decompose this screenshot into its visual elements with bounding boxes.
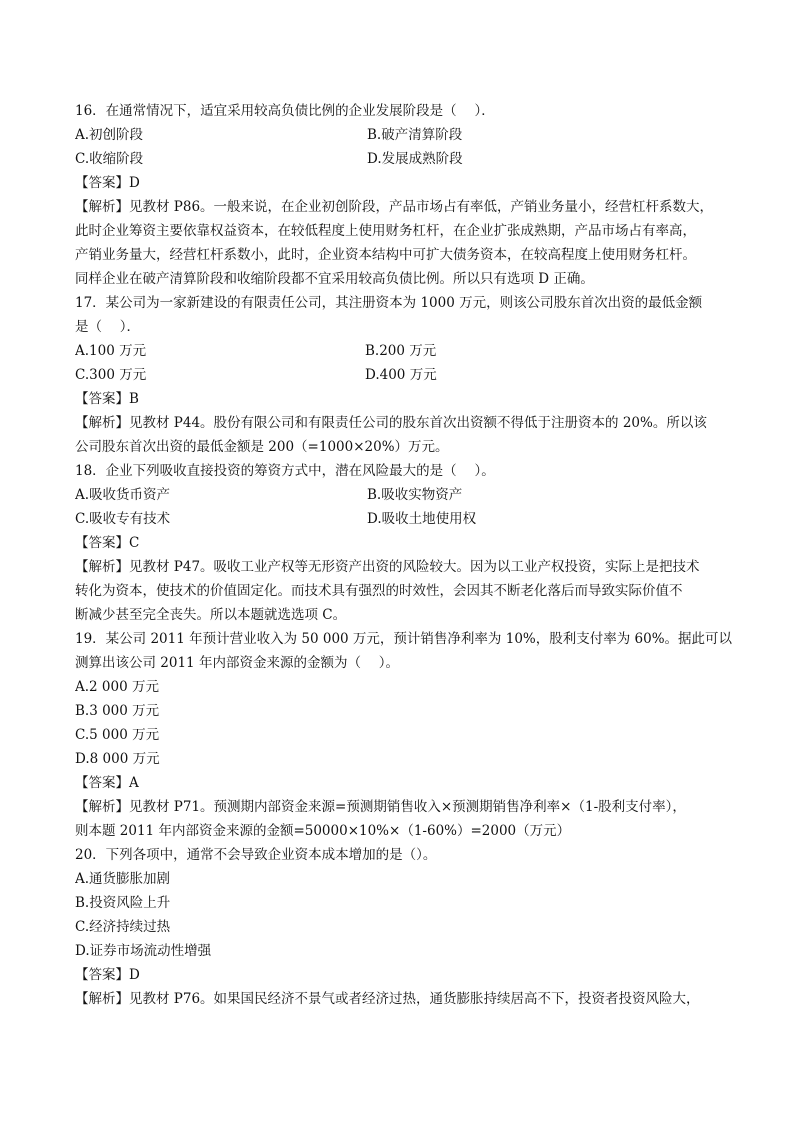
option-b: B.3 000 万元 [75,703,160,719]
question-20 [75,843,734,1011]
question-stem: 16．在通常情况下，适宜采用较高负债比例的企业发展阶段是（ ）． [75,103,495,119]
question-17 [75,291,734,459]
option-c: C.收缩阶段 [75,151,144,167]
option-b: B.吸收实物资产 [367,487,463,503]
analysis-line: 【解析】见教材 P76。如果国民经济不景气或者经济过热，通货膨胀持续居高不下，投资者投资风险大， [75,991,700,1007]
analysis-line: 【解析】见教材 P47。吸收工业产权等无形资产出资的风险较大。因为以工业产权投资，实际上是把技术 [75,559,700,575]
option-b: B.投资风险上升 [75,895,171,911]
option-c: C.300 万元 [75,367,147,383]
option-a: A.通货膨胀加剧 [75,871,171,887]
option-d: D.证券市场流动性增强 [75,943,212,959]
analysis-line: 公司股东首次出资的最低金额是 200（=1000×20%）万元。 [75,439,449,455]
answer: 【答案】A [75,775,139,791]
option-d: D.吸收土地使用权 [367,511,477,527]
answer: 【答案】D [75,967,140,983]
question-stem: 测算出该公司 2011 年内部资金来源的金额为（ ）。 [75,655,399,671]
options-row [75,339,734,363]
answer: 【答案】D [75,175,140,191]
options-row [75,483,734,507]
option-d: D.8 000 万元 [75,751,160,767]
analysis-line: 同样企业在破产清算阶段和收缩阶段都不宜采用较高负债比例。所以只有选项 D 正确。 [75,271,594,287]
option-a: A.吸收货币资产 [75,487,171,503]
option-a: A.初创阶段 [75,127,144,143]
option-a: A.2 000 万元 [75,679,159,695]
analysis-line: 产销业务量大，经营杠杆系数小，此时，企业资本结构中可扩大债务资本，在较高程度上使用财务杠杆。 [75,247,696,263]
answer: 【答案】B [75,391,139,407]
question-19 [75,627,734,843]
question-stem: 是（ ）． [75,319,141,335]
option-d: D.发展成熟阶段 [367,151,463,167]
options-row [75,363,734,387]
analysis-line: 【解析】见教材 P71。预测期内部资金来源=预测期销售收入×预测期销售净利率×（1-股利支付率）， [75,799,686,815]
options-row [75,123,734,147]
question-stem: 18．企业下列吸收直接投资的筹资方式中，潜在风险最大的是（ ）。 [75,463,495,479]
analysis-line: 转化为资本，使技术的价值固定化。而技术具有强烈的时效性，会因其不断老化落后而导致实际价值不 [75,583,683,599]
analysis-line: 【解析】见教材 P86。一般来说，在企业初创阶段，产品市场占有率低，产销业务量小，经营杠杆系数大， [75,199,714,215]
option-c: C.5 000 万元 [75,727,160,743]
option-a: A.100 万元 [75,343,147,359]
analysis-line: 断减少甚至完全丧失。所以本题就选选项 C。 [75,607,347,623]
question-18 [75,459,734,627]
option-b: B.200 万元 [365,343,437,359]
options-row [75,507,734,531]
option-b: B.破产清算阶段 [367,127,463,143]
options-row [75,147,734,171]
question-stem: 17．某公司为一家新建设的有限责任公司，其注册资本为 1000 万元，则该公司股东首次出资的最低金额 [75,295,703,311]
analysis-line: 【解析】见教材 P44。股份有限公司和有限责任公司的股东首次出资额不得低于注册资本的 20%。所以该 [75,415,707,431]
question-stem: 20．下列各项中，通常不会导致企业资本成本增加的是（）。 [75,847,437,863]
option-c: C.经济持续过热 [75,919,171,935]
option-d: D.400 万元 [365,367,437,383]
question-16 [75,99,734,291]
analysis-line: 此时企业筹资主要依靠权益资本，在较低程度上使用财务杠杆，在企业扩张成熟期，产品市场占有率高， [75,223,696,239]
option-c: C.吸收专有技术 [75,511,171,527]
analysis-line: 则本题 2011 年内部资金来源的金额=50000×10%×（1-60%）=2000（万元） [75,823,571,839]
question-stem: 19．某公司 2011 年预计营业收入为 50 000 万元，预计销售净利率为 10%，股利支付率为 60%。据此可以 [75,631,733,647]
answer: 【答案】C [75,535,140,551]
